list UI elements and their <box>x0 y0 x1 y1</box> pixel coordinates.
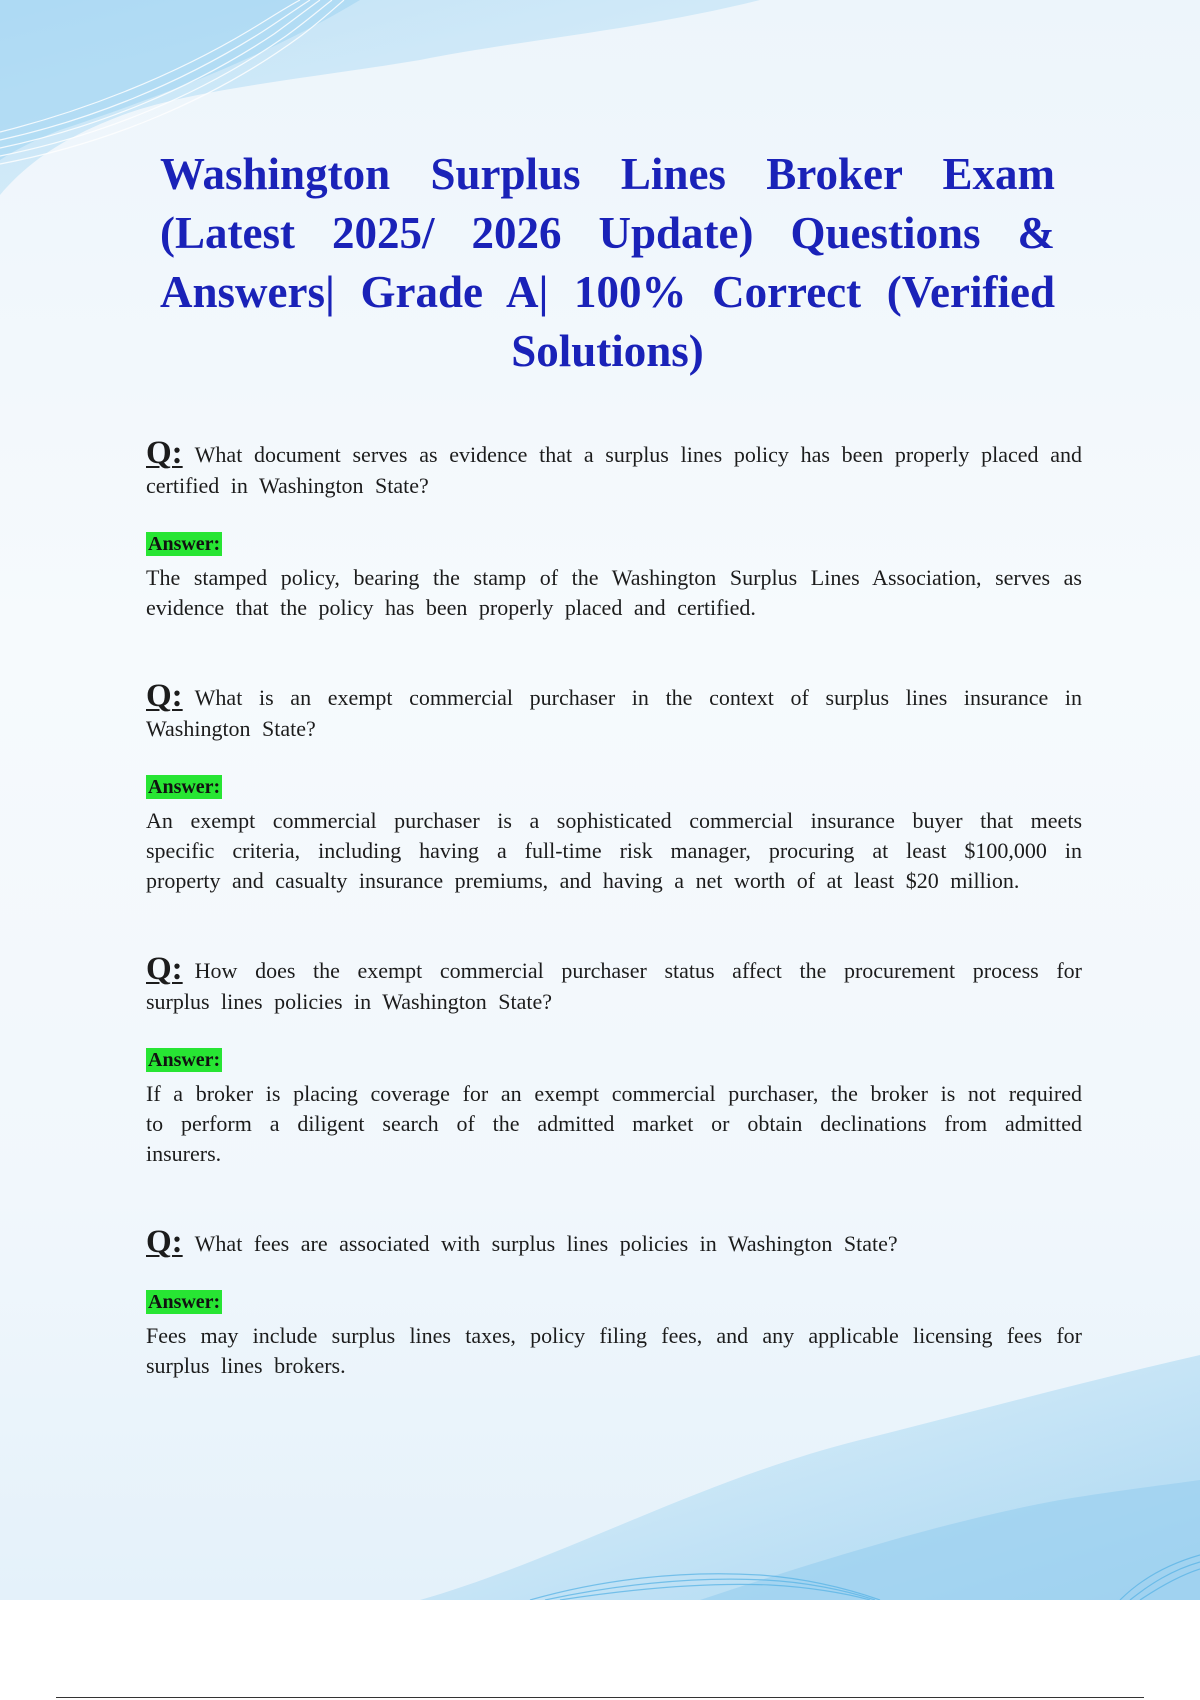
qa-item <box>146 1224 1082 1381</box>
qa-list <box>146 435 1082 1439</box>
qa-item <box>146 951 1082 1169</box>
question-text: What document serves as evidence that a surplus lines policy has been properly placed and certified in Washington State? <box>146 442 1082 498</box>
question-text: What fees are associated with surplus lines policies in Washington State? <box>194 1231 898 1256</box>
answer-text: Fees may include surplus lines taxes, policy filing fees, and any applicable licensing fees for surplus lines brokers. <box>146 1323 1082 1378</box>
footer-divider <box>56 1697 1144 1698</box>
question-marker: Q: <box>146 678 183 714</box>
document-title: Washington Surplus Lines Broker Exam (Latest 2025/ 2026 Update) Questions & Answers| Grade A| 100% Correct (Verified Solutions) <box>160 149 1055 376</box>
answer-label: Answer: <box>148 1291 221 1313</box>
answer-label: Answer: <box>148 1049 221 1071</box>
question <box>146 951 1082 1017</box>
answer-text: If a broker is placing coverage for an exempt commercial purchaser, the broker is not required to perform a diligent search of the admitted market or obtain declinations from admitted insurers. <box>146 1081 1082 1166</box>
answer-label: Answer: <box>148 533 221 555</box>
question-text: What is an exempt commercial purchaser in the context of surplus lines insurance in Washington State? <box>146 685 1082 741</box>
question-marker: Q: <box>146 1224 183 1260</box>
question <box>146 435 1082 501</box>
question-text: How does the exempt commercial purchaser status affect the procurement process for surplus lines policies in Washington State? <box>146 958 1082 1014</box>
question-marker: Q: <box>146 951 183 987</box>
question-marker: Q: <box>146 435 183 471</box>
qa-item <box>146 678 1082 896</box>
answer-text: An exempt commercial purchaser is a sophisticated commercial insurance buyer that meets specific criteria, including having a full-time risk manager, procuring at least $100,000 in property and casualty insurance premiums, and having a net worth of at least $20 million. <box>146 808 1082 893</box>
answer-label: Answer: <box>148 776 221 798</box>
question <box>146 678 1082 744</box>
answer-text: The stamped policy, bearing the stamp of the Washington Surplus Lines Association, serves as evidence that the policy has been properly placed and certified. <box>146 565 1082 620</box>
qa-item <box>146 435 1082 623</box>
question <box>146 1224 1082 1260</box>
